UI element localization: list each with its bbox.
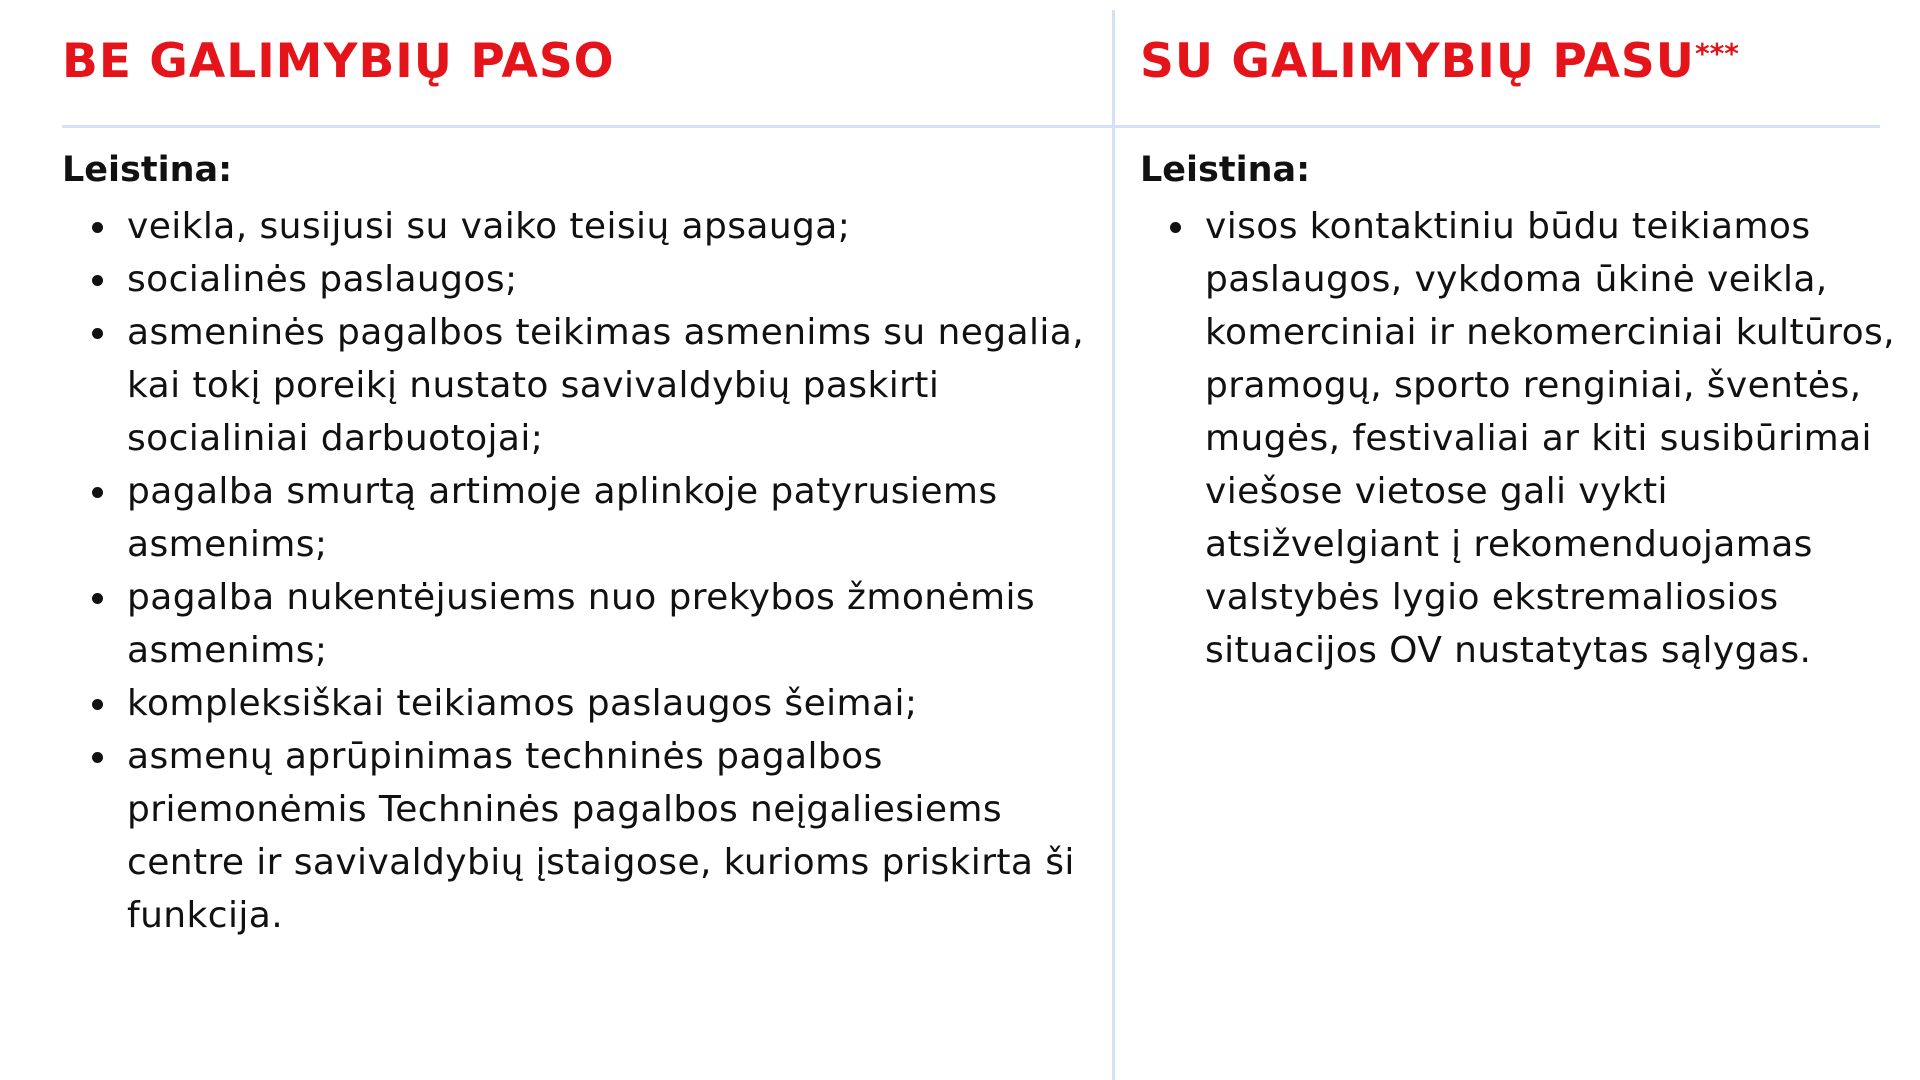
bullet-icon (92, 699, 103, 710)
list-item-text: asmeninės pagalbos teikimas asmenims su negalia, kai tokį poreikį nustato savivaldybių paskirti socialiniai darbuotojai; (127, 312, 1085, 459)
heading-text: BE GALIMYBIŲ PASO (62, 34, 615, 89)
list-item-text: visos kontaktiniu būdu teikiamos paslaugos, vykdoma ūkinė veikla, komerciniai ir nekomerciniai kultūros, pramogų, sporto renginiai, šventės, mugės, festivaliai ar kiti susibūrimai viešose vietose gali vykti atsižvelgiant į rekomenduojamas valstybės lygio ekstremaliosios situacijos OV nustatytas sąlygas. (1205, 206, 1896, 671)
column-with-pass (1140, 0, 1896, 1080)
allowed-list-with-pass (1140, 200, 1896, 677)
column-heading-without-pass (62, 34, 615, 89)
list-item (62, 200, 1117, 253)
list-item (1140, 200, 1895, 677)
list-item (62, 677, 1117, 730)
allowed-section-without-pass (62, 148, 1112, 942)
allowed-label: Leistina: (62, 150, 233, 190)
list-item-text: asmenų aprūpinimas techninės pagalbos priemonėmis Techninės pagalbos neįgaliesiems centre ir savivaldybių įstaigose, kurioms priskirta ši funkcija. (127, 736, 1075, 936)
column-heading-with-pass (1140, 34, 1739, 89)
list-item-text: pagalba nukentėjusiems nuo prekybos žmonėmis asmenims; (127, 577, 1036, 671)
bullet-icon (92, 752, 103, 763)
list-item-text: socialinės paslaugos; (127, 259, 518, 300)
list-item (62, 306, 1117, 465)
list-item (62, 253, 1117, 306)
bullet-icon (92, 593, 103, 604)
list-item (62, 730, 1117, 942)
list-item-text: veikla, susijusi su vaiko teisių apsauga; (127, 206, 851, 247)
list-item (62, 465, 1117, 571)
bullet-icon (92, 328, 103, 339)
bullet-icon (1170, 222, 1181, 233)
bullet-icon (92, 487, 103, 498)
column-without-pass (62, 0, 1112, 1080)
allowed-label: Leistina: (1140, 150, 1311, 190)
list-item-text: pagalba smurtą artimoje aplinkoje patyrusiems asmenims; (127, 471, 998, 565)
heading-text: SU GALIMYBIŲ PASU (1140, 34, 1695, 89)
bullet-icon (92, 222, 103, 233)
allowed-list-without-pass (62, 200, 1112, 942)
list-item (62, 571, 1117, 677)
footnote-mark: *** (1694, 37, 1739, 70)
list-item-text: kompleksiškai teikiamos paslaugos šeimai; (127, 683, 918, 724)
bullet-icon (92, 275, 103, 286)
allowed-section-with-pass (1140, 148, 1896, 677)
